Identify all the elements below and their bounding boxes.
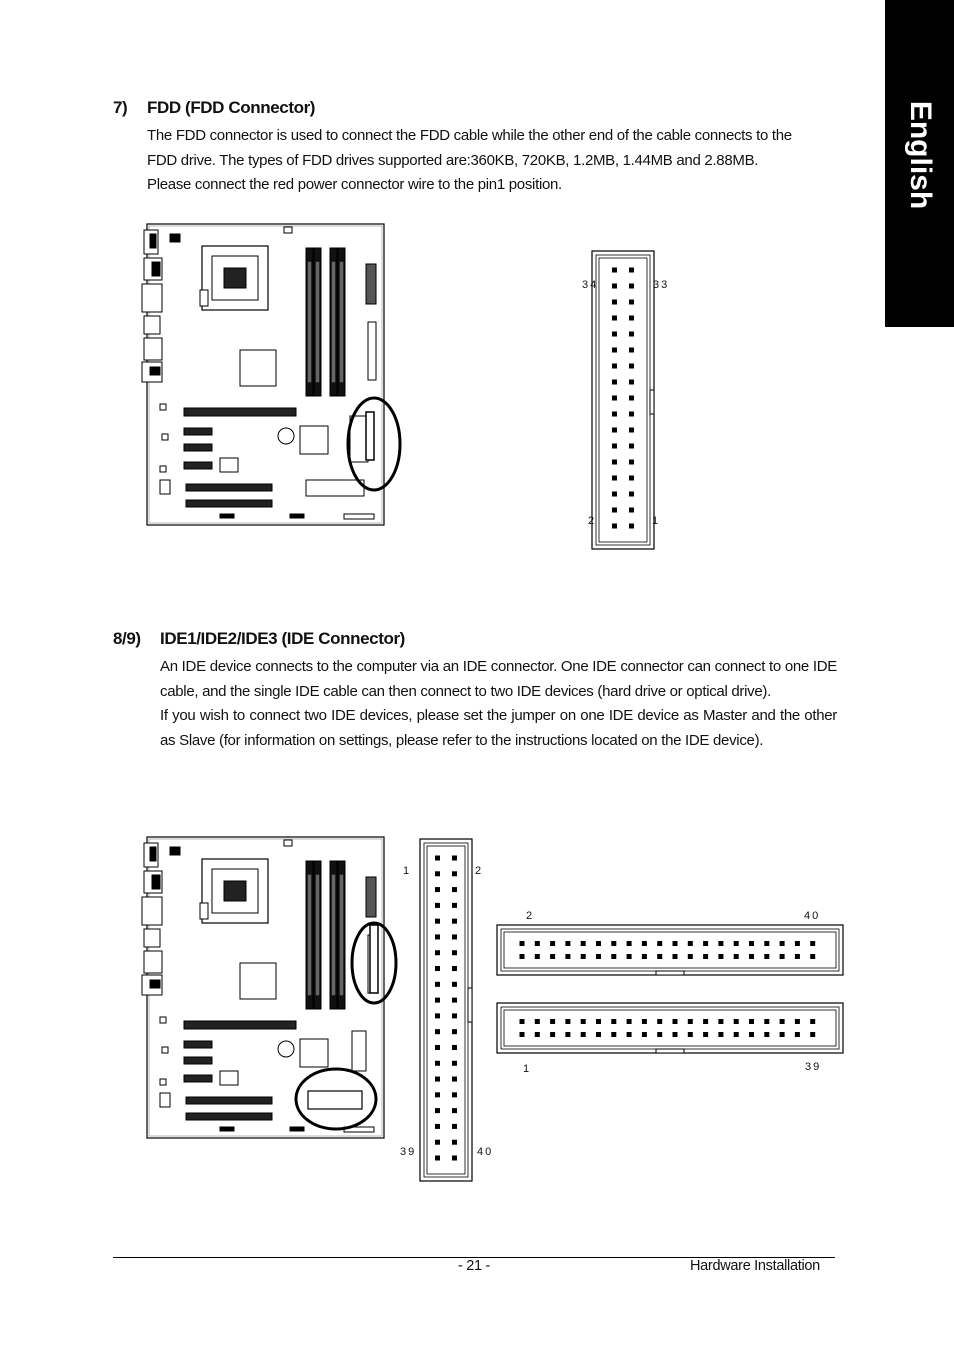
pin [612,444,617,449]
rear-io-port [142,284,162,312]
pin [629,428,634,433]
pin [749,1032,754,1037]
pin [452,903,457,908]
dimm-slot-detail [316,262,319,382]
ide-v-pin-2: 2 [475,865,484,877]
pin [612,492,617,497]
pin [612,284,617,289]
pin [612,348,617,353]
pin [688,941,693,946]
southbridge-chip [300,426,328,454]
connector-pin-area [427,846,465,1174]
pin [780,1019,785,1024]
fdd-line-2: FDD drive. The types of FDD drives supported are:360KB, 720KB, 1.2MB, 1.44MB and 2.88MB. [147,151,759,169]
pin [435,1092,440,1097]
pin [435,1077,440,1082]
connector-key-notch [656,1049,684,1053]
pin [629,268,634,273]
pin [749,1019,754,1024]
pin [657,941,662,946]
pin [565,1019,570,1024]
pin [642,941,647,946]
pin [535,1019,540,1024]
front-panel-header [344,514,374,519]
pin [452,982,457,987]
pin [629,364,634,369]
connector-key-notch [468,988,472,1022]
bottom-header [290,514,304,518]
pcie-x1-slot [184,462,212,469]
southbridge-chip [300,1039,328,1067]
pin [627,941,632,946]
pin [435,871,440,876]
header-top-left [170,234,180,242]
section-ide-number: 8/9) [113,629,141,648]
ide-connector-vertical-diagram [418,838,476,1184]
connector-pin-area [504,932,836,968]
pin [642,1032,647,1037]
ide-connectors-bottom [306,480,364,496]
pci-slot [186,500,272,507]
connector-pin-area [599,258,647,542]
pin [452,1108,457,1113]
pin [795,1032,800,1037]
pin [435,950,440,955]
pin [520,941,525,946]
pin [452,887,457,892]
pin [629,444,634,449]
cpu-lever [200,290,208,306]
pin [688,954,693,959]
pin [688,1019,693,1024]
pin [673,1032,678,1037]
pin [435,1140,440,1145]
pcie-x1-slot [184,1075,212,1082]
pin [435,966,440,971]
ide-v-pin-39: 39 [400,1146,417,1158]
pcie-x16-slot [184,1021,296,1029]
rear-io-detail [150,234,156,248]
pin [435,1156,440,1161]
rear-io-port [144,316,160,334]
pin [452,998,457,1003]
fdd-pin-1: 1 [652,515,661,527]
pin [520,1019,525,1024]
ide-connector-horizontal-top [496,924,844,978]
pin [810,1032,815,1037]
page-number: - 21 - [458,1258,491,1274]
pin [642,954,647,959]
pin [435,1124,440,1129]
pin [581,1032,586,1037]
pin [435,1013,440,1018]
fdd-line-1: The FDD connector is used to connect the FDD cable while the other end of the cable connects to the [147,127,792,144]
dimm-slot-detail [340,875,343,995]
ide-h-top-pin-2: 2 [526,910,535,922]
pin [734,1032,739,1037]
pin [452,950,457,955]
northbridge-chip [240,350,276,386]
pin [596,1019,601,1024]
pin [452,919,457,924]
pin [612,364,617,369]
pin [535,941,540,946]
pin [749,954,754,959]
pin [452,1045,457,1050]
language-tab-label: English [903,100,937,210]
pin [642,1019,647,1024]
pin [612,332,617,337]
ide-connector-horizontal-bottom [496,1002,844,1056]
rear-io-port [144,338,162,360]
rear-io-port [142,897,162,925]
pin [629,412,634,417]
dimm-slot-detail [308,875,311,995]
pin [435,887,440,892]
pin [550,954,555,959]
pin [452,1092,457,1097]
ide-v-pin-1: 1 [403,865,412,877]
pin [611,954,616,959]
cpu-socket-core [224,881,246,901]
ide-h-bottom-pin-39: 39 [805,1061,822,1073]
pin [734,954,739,959]
pin [764,1032,769,1037]
header-top-mid [284,227,292,233]
small-component [160,466,166,472]
pin [629,476,634,481]
pin [795,1019,800,1024]
pin [795,941,800,946]
section-fdd-body [147,124,837,198]
pin [612,268,617,273]
component [160,1093,170,1107]
pin [435,998,440,1003]
pcie-x1-slot [184,444,212,451]
pin [611,941,616,946]
small-component [160,404,166,410]
pin [703,1019,708,1024]
pin [565,954,570,959]
pin [629,284,634,289]
pin [435,919,440,924]
pin [452,1124,457,1129]
pin [565,941,570,946]
pin [612,428,617,433]
pin [535,954,540,959]
pin [718,1019,723,1024]
small-component [162,434,168,440]
pin [627,1032,632,1037]
cpu-socket-core [224,268,246,288]
northbridge-chip [240,963,276,999]
pin [688,1032,693,1037]
section-fdd-number: 7) [113,98,128,117]
atx-power-connector [366,264,376,304]
pin [581,941,586,946]
pin [629,524,634,529]
pin [435,903,440,908]
pin [718,1032,723,1037]
ide-connectors-bottom [308,1091,362,1109]
chip-small [220,1071,238,1085]
pci-slot [186,484,272,491]
section-ide-title: IDE1/IDE2/IDE3 (IDE Connector) [160,629,405,648]
pcie-x1-slot [184,1041,212,1048]
pin [718,941,723,946]
pin [452,1140,457,1145]
pin [718,954,723,959]
pin [703,941,708,946]
pin [612,524,617,529]
pin [627,954,632,959]
ide-slot-right [368,322,376,380]
pin [435,1029,440,1034]
pin [629,332,634,337]
pin [657,954,662,959]
pin [629,300,634,305]
pin [749,941,754,946]
pin [435,982,440,987]
pin [596,954,601,959]
pin [780,941,785,946]
pin [810,941,815,946]
rear-io-detail [152,262,160,276]
section-ide-body [160,655,837,753]
ide-v-pin-40: 40 [477,1146,494,1158]
sata-connectors [352,1031,366,1071]
section-fdd-heading [113,98,316,118]
pin [435,1045,440,1050]
pin [810,1019,815,1024]
small-component [160,1017,166,1023]
pin [612,476,617,481]
pin [581,954,586,959]
pin [435,856,440,861]
pin [629,316,634,321]
footer-section-name: Hardware Installation [690,1258,820,1274]
small-component [160,1079,166,1085]
fdd-pin-34: 34 [582,279,599,291]
header-top-left [170,847,180,855]
pin [581,1019,586,1024]
fdd-pin-33: 33 [653,279,670,291]
pin [703,954,708,959]
pin [435,934,440,939]
bottom-header [290,1127,304,1131]
pin [657,1019,662,1024]
bottom-header [220,1127,234,1131]
pin [565,1032,570,1037]
dimm-slot-detail [308,262,311,382]
pin [629,396,634,401]
pin [734,941,739,946]
ide-paragraph-1: An IDE device connects to the computer via an IDE connector. One IDE connector can connect to one IDE cable, and the single IDE cable can then connect to two IDE devices (hard drive or optical drive). [160,658,837,700]
section-ide-heading [113,629,405,649]
connector-key-notch [656,971,684,975]
ide1-slot-highlighted [370,925,378,993]
fdd-connector-diagram [590,250,660,552]
chip-small [220,458,238,472]
pin [612,300,617,305]
fdd-line-3: Please connect the red power connector wire to the pin1 position. [147,176,562,193]
rear-io-detail [150,367,160,375]
pin [452,1013,457,1018]
pin [596,941,601,946]
rear-io-detail [150,980,160,988]
motherboard-diagram-ide [140,835,410,1145]
pin [535,1032,540,1037]
dimm-slot-detail [316,875,319,995]
pin [780,1032,785,1037]
pin [612,508,617,513]
pin [612,316,617,321]
rear-io-port [144,951,162,973]
battery [278,428,294,444]
dimm-slot-detail [332,875,335,995]
fdd-slot-highlighted [366,412,374,460]
header-top-mid [284,840,292,846]
small-component [162,1047,168,1053]
pin [435,1108,440,1113]
pin [612,412,617,417]
rear-io-detail [152,875,160,889]
pin [612,396,617,401]
language-tab [885,0,954,327]
battery [278,1041,294,1057]
dimm-slot-detail [340,262,343,382]
pin [550,1032,555,1037]
rear-io-detail [150,847,156,861]
pin [780,954,785,959]
pin [764,1019,769,1024]
pin [673,941,678,946]
pin [612,380,617,385]
ide-paragraph-2: If you wish to connect two IDE devices, please set the jumper on one IDE device as Master and the other as Slave (for information on settings, please refer to the instructions located on the IDE device). [160,707,837,749]
pin [452,1061,457,1066]
pin [611,1032,616,1037]
pin [703,1032,708,1037]
pin [764,954,769,959]
pin [520,1032,525,1037]
pcie-x16-slot [184,408,296,416]
pin [452,1077,457,1082]
dimm-slot-detail [332,262,335,382]
pin [734,1019,739,1024]
pci-slot [186,1113,272,1120]
connector-key-notch [650,390,654,414]
cpu-lever [200,903,208,919]
section-fdd-title: FDD (FDD Connector) [147,98,316,117]
pin [452,856,457,861]
pin [452,871,457,876]
connector-pin-area [504,1010,836,1046]
pin [629,508,634,513]
pin [452,966,457,971]
pin [520,954,525,959]
pin [629,492,634,497]
pin [810,954,815,959]
component [160,480,170,494]
ide-h-top-pin-40: 40 [804,910,821,922]
fdd-pin-2: 2 [588,515,597,527]
pin [673,954,678,959]
pcie-x1-slot [184,1057,212,1064]
atx-power-connector [366,877,376,917]
motherboard-diagram-fdd [140,222,410,532]
pci-slot [186,1097,272,1104]
pin [452,1156,457,1161]
pin [550,941,555,946]
pin [612,460,617,465]
pin [629,348,634,353]
pin [550,1019,555,1024]
pin [452,1029,457,1034]
bottom-header [220,514,234,518]
pin [673,1019,678,1024]
pin [657,1032,662,1037]
pin [611,1019,616,1024]
pin [629,460,634,465]
pin [629,380,634,385]
pin [452,934,457,939]
rear-io-port [144,929,160,947]
pin [627,1019,632,1024]
pin [435,1061,440,1066]
pin [596,1032,601,1037]
pin [795,954,800,959]
pin [764,941,769,946]
ide-h-bottom-pin-1: 1 [523,1063,532,1075]
pcie-x1-slot [184,428,212,435]
